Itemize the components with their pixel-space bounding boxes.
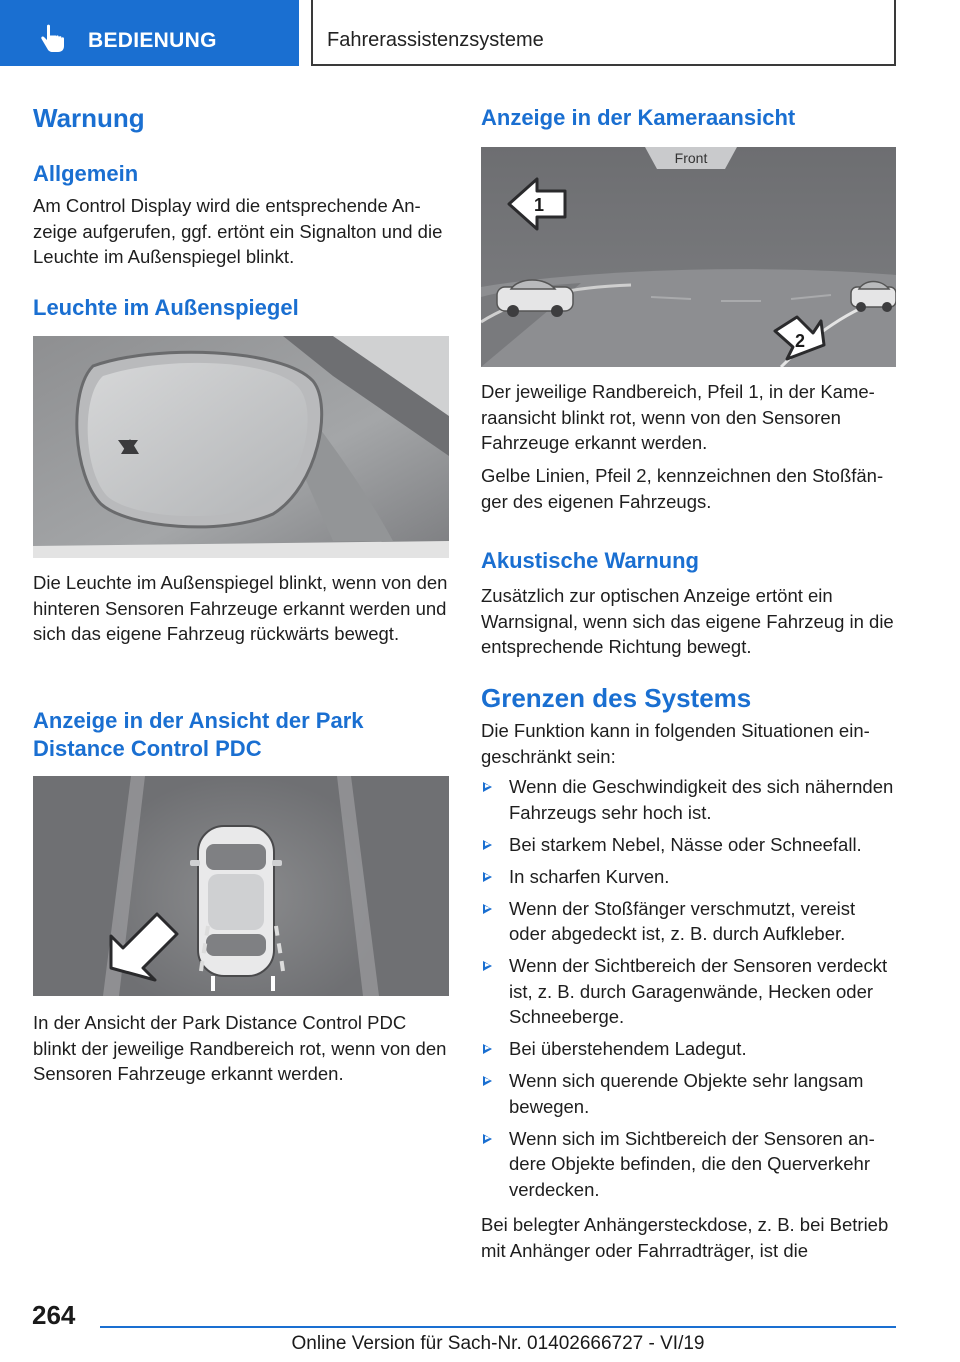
list-item: Wenn der Sichtbereich der Sensoren verdeckt ist, z. B. durch Garagenwände, Hecken oder Schneeberge. — [481, 953, 897, 1030]
section-title: Fahrerassistenzsysteme — [327, 29, 544, 51]
camera-front-label: Front — [674, 150, 708, 166]
chapter-tab-label: BEDIENUNG — [88, 29, 217, 52]
mirror-image — [33, 336, 449, 558]
heading-leuchte: Leuchte im Außenspiegel — [33, 295, 299, 320]
heading-kamera: Anzeige in der Kameraansicht — [481, 105, 796, 130]
bullet-triangle-icon — [483, 961, 492, 971]
section-header — [311, 0, 896, 66]
list-item: Wenn die Geschwindigkeit des sich nähernden Fahrzeugs sehr hoch ist. — [481, 774, 897, 825]
heading-grenzen: Grenzen des Systems — [481, 683, 752, 713]
bullet-triangle-icon — [483, 1076, 492, 1086]
bullet-triangle-icon — [483, 904, 492, 914]
heading-allgemein: Allgemein — [33, 161, 139, 186]
limitations-list — [481, 774, 897, 1209]
paragraph-leuchte: Die Leuchte im Außenspiegel blinkt, wenn von den hinteren Sensoren Fahrzeuge erkannt werden und sich das eigene Fahrzeug rückwärts bewegt. — [33, 572, 448, 644]
paragraph-anhaenger: Bei belegter Anhängersteckdose, z. B. bei Betrieb mit Anhänger oder Fahrradträger, ist die — [481, 1214, 889, 1261]
bullet-triangle-icon — [483, 840, 492, 850]
heading-pdc: Anzeige in der Ansicht der Park Distance Control PDC — [33, 708, 364, 761]
camera-arrow-1-label: 1 — [533, 195, 545, 215]
paragraph-kamera-1: Der jeweilige Randbereich, Pfeil 1, in der Kameraansicht blinkt rot, wenn von den Sensoren Fahrzeuge erkannt werden. — [481, 381, 875, 453]
paragraph-kamera-2: Gelbe Linien, Pfeil 2, kennzeichnen den Stoßfänger des eigenen Fahrzeugs. — [481, 465, 884, 512]
page-number: 264 — [32, 1300, 76, 1330]
list-item: In scharfen Kurven. — [481, 864, 897, 890]
heading-akustisch: Akustische Warnung — [481, 548, 699, 573]
pdc-view-image — [33, 776, 449, 996]
list-item: Wenn der Stoßfänger verschmutzt, vereist oder abgedeckt ist, z. B. durch Aufkleber. — [481, 896, 897, 947]
heading-warnung: Warnung — [33, 103, 145, 133]
hand-pointer-icon — [38, 24, 68, 54]
bullet-triangle-icon — [483, 872, 492, 882]
list-item: Wenn sich im Sichtbereich der Sensoren andere Objekte befinden, die den Querverkehr verdecken. — [481, 1126, 897, 1203]
bullet-triangle-icon — [483, 1044, 492, 1054]
chapter-tab — [0, 0, 299, 66]
camera-arrow-2-label: 2 — [794, 331, 806, 351]
footer-online-version: Online Version für Sach-Nr. 01402666727 - VI/19 — [291, 1333, 705, 1354]
paragraph-pdc: In der Ansicht der Park Distance Control PDC blinkt der jeweilige Randbereich rot, wenn von den Sensoren Fahrzeuge erkannt werden. — [33, 1012, 447, 1084]
bullet-triangle-icon — [483, 1134, 492, 1144]
camera-view-image — [481, 147, 896, 367]
paragraph-akustisch: Zusätzlich zur optischen Anzeige ertönt ein Warnsignal, wenn sich das eigene Fahrzeug in die entsprechende Richtung bewegt. — [481, 585, 894, 657]
footer-rule — [100, 1326, 896, 1328]
paragraph-grenzen-intro: Die Funktion kann in folgenden Situationen eingeschränkt sein: — [481, 720, 870, 767]
list-item: Wenn sich querende Objekte sehr langsam bewegen. — [481, 1068, 897, 1119]
list-item: Bei überstehendem Ladegut. — [481, 1036, 897, 1062]
list-item: Bei starkem Nebel, Nässe oder Schneefall. — [481, 832, 897, 858]
bullet-triangle-icon — [483, 782, 492, 792]
paragraph-allgemein: Am Control Display wird die entsprechende Anzeige aufgerufen, ggf. ertönt ein Signalton und die Leuchte im Außenspiegel blinkt. — [33, 195, 443, 267]
